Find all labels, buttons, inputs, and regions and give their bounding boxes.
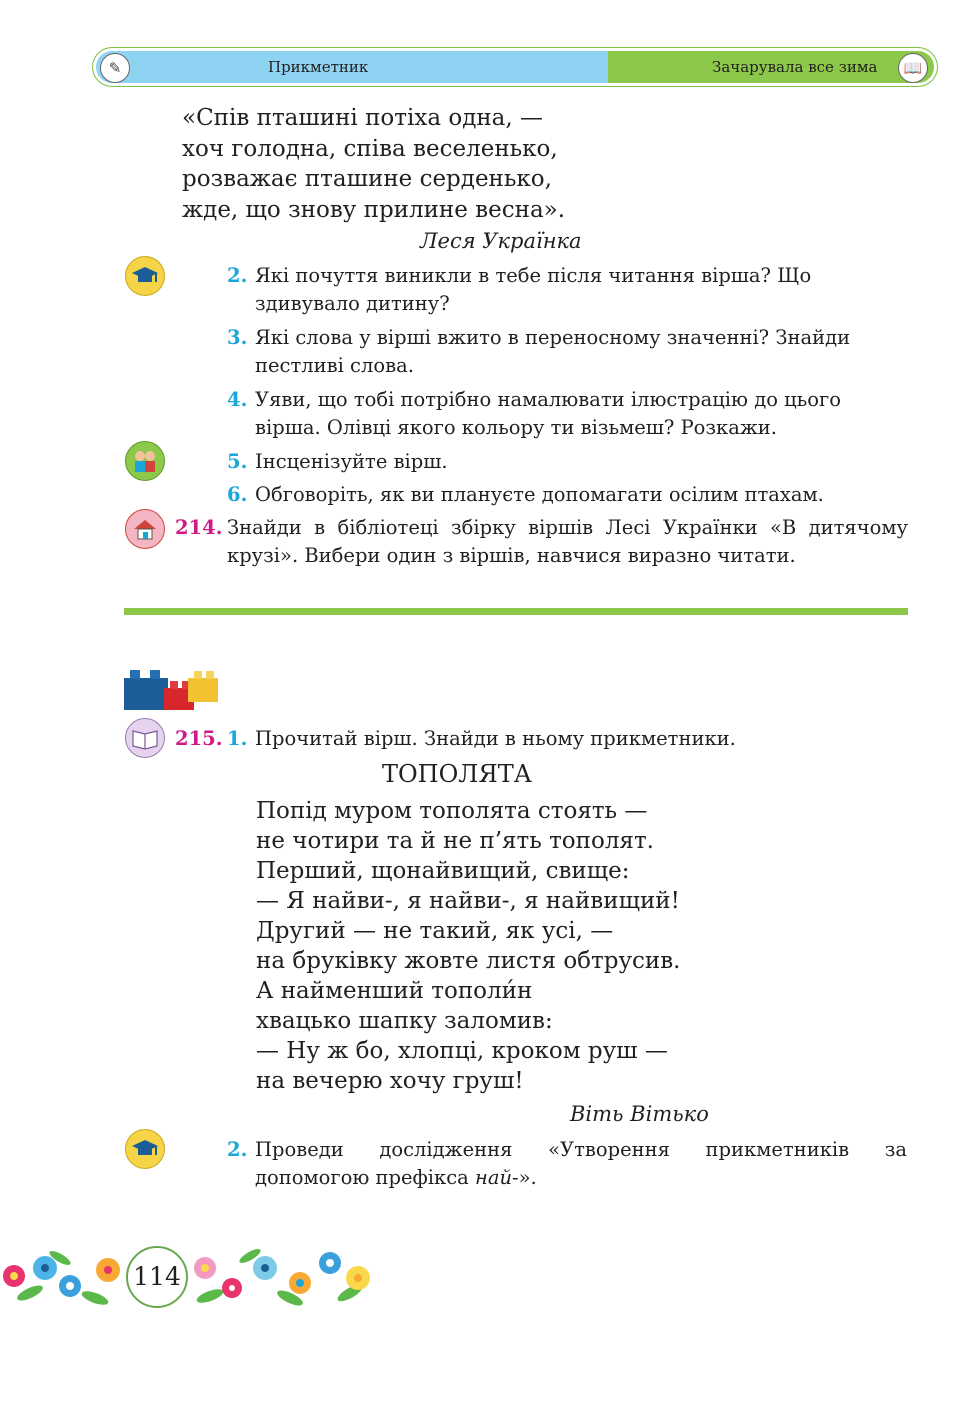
poem-line: Другий — не такий, як усі, — bbox=[256, 918, 614, 944]
header-right bbox=[608, 51, 934, 83]
question-text: Які почуття виникли в тебе після читання вірша? Що здивувало дитину? bbox=[255, 264, 812, 315]
poem-line: на вечерю хочу груш! bbox=[256, 1068, 524, 1094]
poem-line: на бруківку жовте листя обтрусив. bbox=[256, 948, 681, 974]
question-item bbox=[227, 324, 907, 380]
question-number: 1. bbox=[227, 727, 248, 750]
poem-title: ТОПОЛЯТА bbox=[382, 760, 532, 788]
question-item bbox=[227, 1136, 907, 1192]
question-text-part: ». bbox=[518, 1166, 537, 1189]
question-text: Уяви, що тобі потрібно намалювати ілюстрацію до цього вірша. Олівці якого кольору ти візьмеш? Розкажи. bbox=[255, 388, 841, 439]
poem-line: не чотири та й не п’ять тополят. bbox=[256, 828, 654, 854]
poem-line: — Я найви-, я найви-, я найвищий! bbox=[256, 888, 680, 914]
lego-blocks-icon bbox=[124, 664, 220, 712]
question-text: Інсценізуйте вірш. bbox=[255, 450, 448, 473]
question-item bbox=[227, 448, 907, 476]
pencil-icon: ✎ bbox=[100, 53, 130, 83]
question-item bbox=[227, 481, 907, 509]
question-text: Які слова у вірші вжито в переносному значенні? Знайди пестливі слова. bbox=[255, 326, 851, 377]
task-text: Знайди в бібліотеці збірку віршів Лесі Українки «В дитячому крузі». Вибери один з віршів, навчися виразно читати. bbox=[227, 516, 908, 567]
task-number: 214. bbox=[175, 516, 223, 539]
question-number: 2. bbox=[227, 1138, 248, 1161]
question-number: 4. bbox=[227, 388, 248, 411]
poem-line: Перший, щонайвищий, свище: bbox=[256, 858, 630, 884]
task-number: 215. bbox=[175, 727, 223, 750]
question-number: 5. bbox=[227, 450, 248, 473]
question-item bbox=[227, 386, 907, 442]
poem-line: хвацько шапку заломив: bbox=[256, 1008, 553, 1034]
pair-work-icon bbox=[125, 441, 165, 481]
graduation-cap-icon bbox=[125, 1129, 165, 1169]
poem-author: Віть Вітько bbox=[570, 1102, 709, 1126]
poem-line: А найменший тополи́н bbox=[256, 978, 533, 1004]
prefix-example: най- bbox=[474, 1166, 519, 1189]
question-text bbox=[255, 1136, 907, 1192]
question-item bbox=[227, 262, 907, 318]
question-number: 3. bbox=[227, 326, 248, 349]
header-section-title: Прикметник bbox=[268, 58, 369, 76]
question-number: 2. bbox=[227, 264, 248, 287]
graduation-cap-icon bbox=[125, 256, 165, 296]
poem-line: Попід муром тополята стоять — bbox=[256, 798, 648, 824]
task-text: Прочитай вірш. Знайди в ньому прикметники. bbox=[255, 727, 736, 750]
poem-line: розважає пташине серденько, bbox=[182, 166, 552, 192]
poem-excerpt bbox=[182, 103, 565, 225]
poem-author: Леся Українка bbox=[420, 229, 582, 253]
task-214 bbox=[175, 514, 908, 598]
reading-book-icon bbox=[125, 718, 165, 758]
running-header bbox=[92, 47, 938, 87]
question-text-part: Проведи дослідження «Утворення прикметників за допомогою префікса bbox=[255, 1138, 907, 1189]
section-divider bbox=[124, 608, 908, 615]
poem-line: хоч голодна, співа веселенько, bbox=[182, 135, 558, 162]
book-icon: 📖 bbox=[898, 53, 928, 83]
poem-line: «Спів пташині потіха одна, — bbox=[182, 105, 544, 131]
flowers-decoration bbox=[0, 1238, 380, 1316]
home-task-icon bbox=[125, 509, 165, 549]
poem-line: жде, що знову прилине весна». bbox=[182, 196, 566, 223]
page-number: 114 bbox=[126, 1246, 188, 1308]
task-215 bbox=[175, 725, 908, 753]
header-left bbox=[96, 51, 608, 83]
question-number: 6. bbox=[227, 483, 248, 506]
poem bbox=[256, 796, 680, 1096]
question-text: Обговоріть, як ви плануєте допомагати осілим птахам. bbox=[255, 483, 824, 506]
poem-line: — Ну ж бо, хлопці, кроком руш — bbox=[256, 1038, 668, 1064]
header-chapter-title: Зачарувала все зима bbox=[712, 58, 878, 76]
